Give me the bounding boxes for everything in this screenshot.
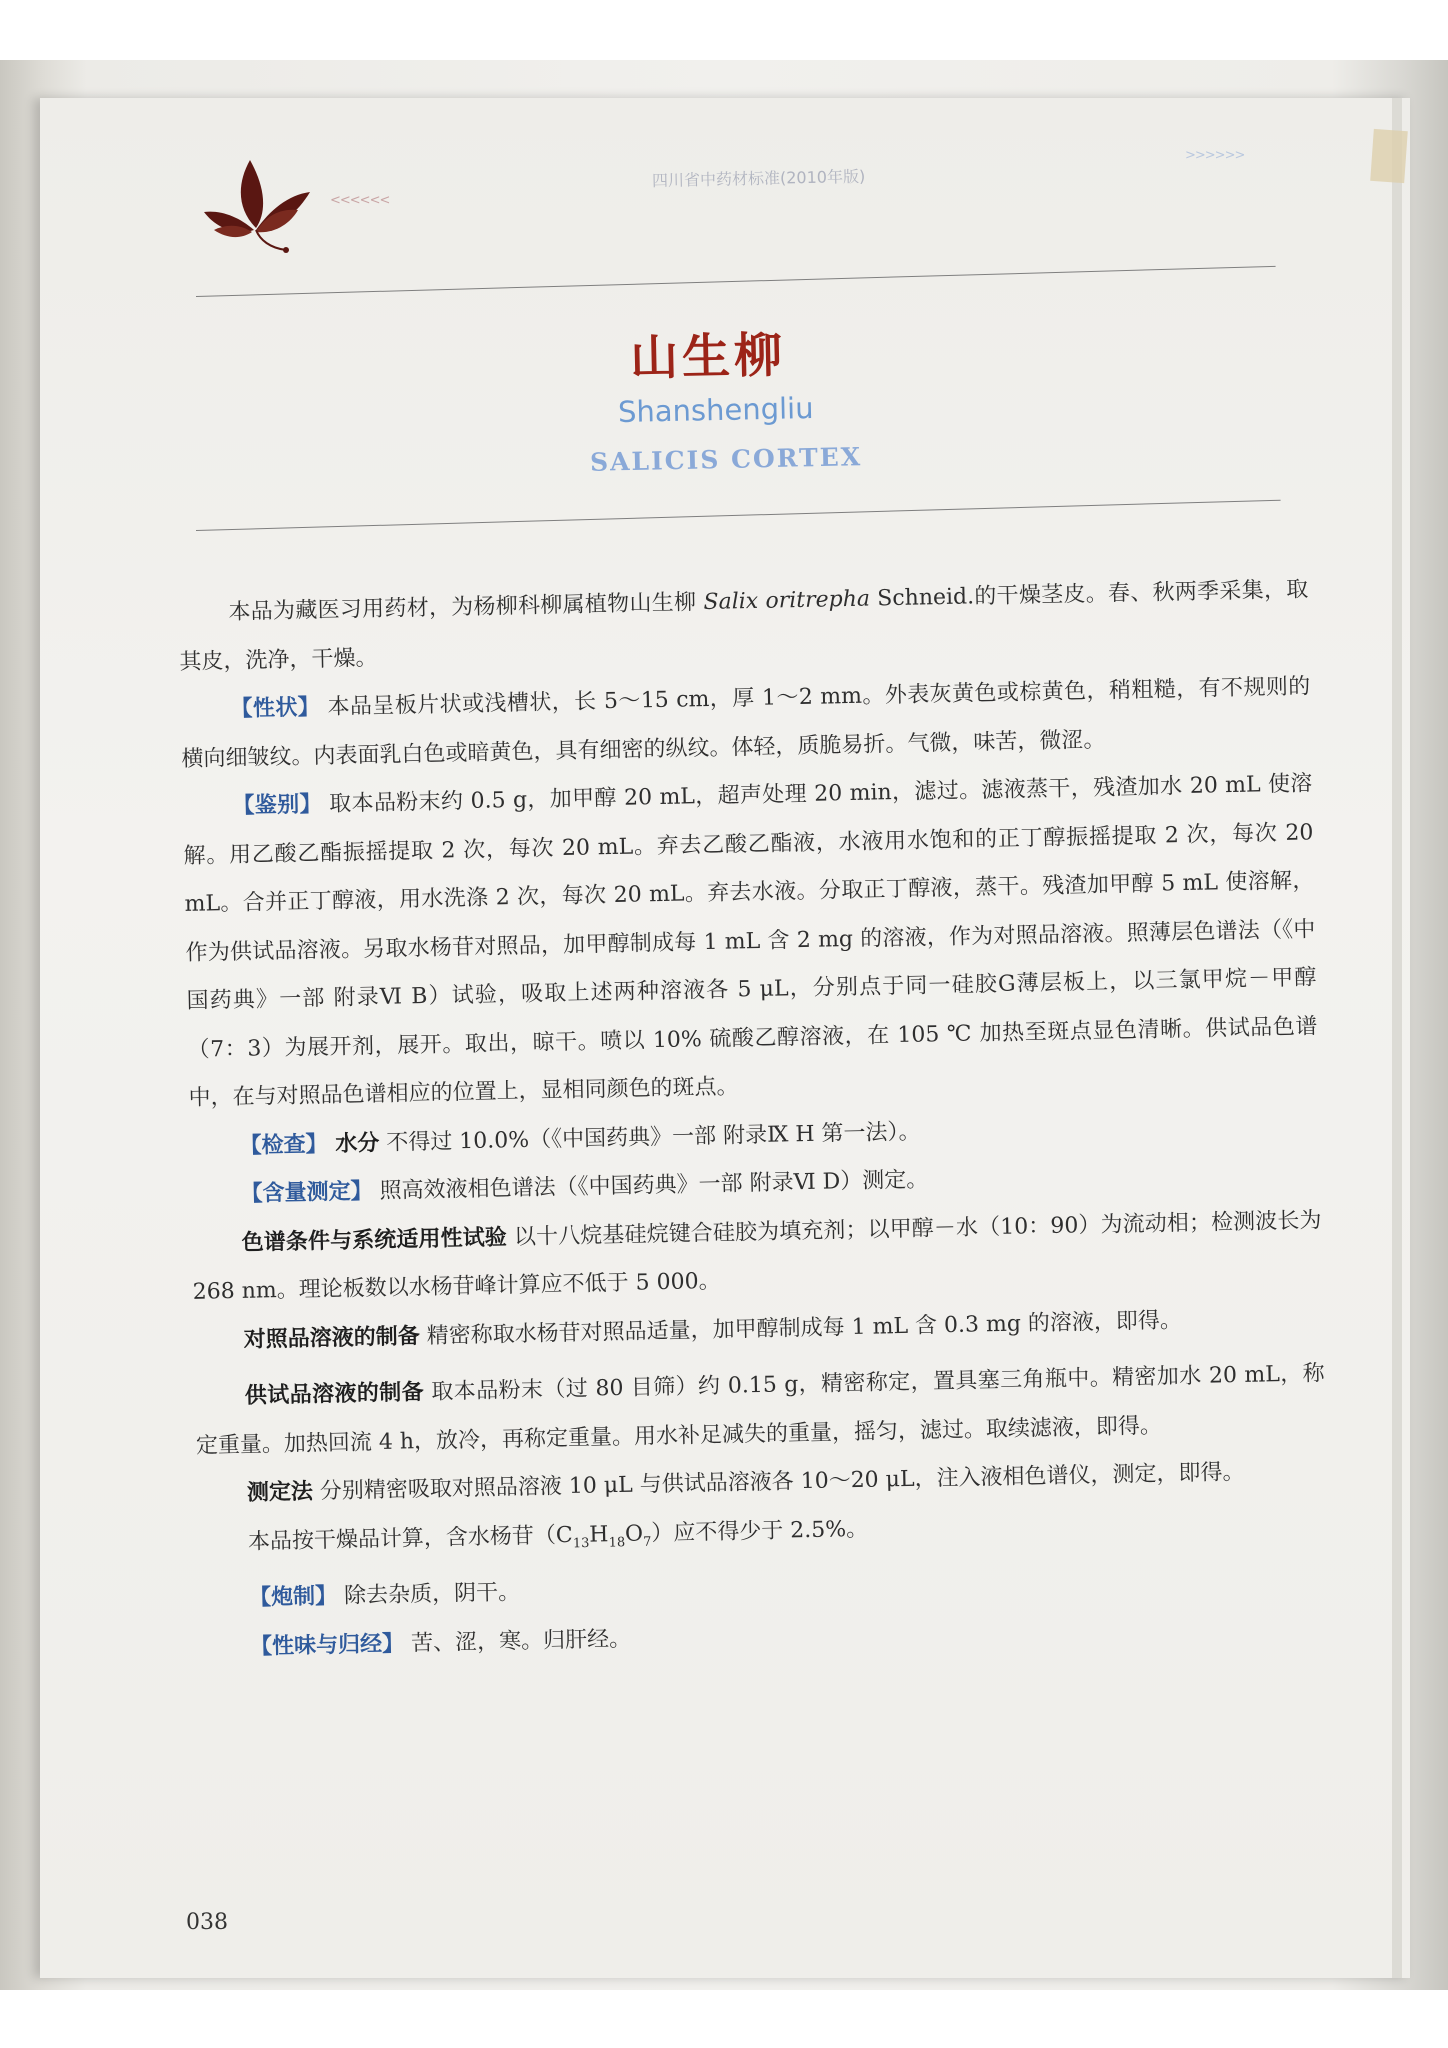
character-tag: 【性状】: [230, 695, 321, 722]
test-solution-text: 取本品粉末（过 80 目筛）约 0.15 g，精密称定，置具塞三角瓶中。精密加水 20 mL，称定重量。加热回流 4 h，放冷，再称定重量。用水补足减失的重量，摇匀，滤过。取续滤液，即得。: [195, 1361, 1325, 1459]
reference-solution-subheading: 对照品溶液的制备: [243, 1323, 420, 1353]
reference-solution-text: 精密称取水杨苷对照品适量，加甲醇制成每 1 mL 含 0.3 mg 的溶液，即得。: [419, 1307, 1183, 1349]
decorative-arrows-right: >>>>>>: [1185, 148, 1245, 163]
identification-text: 取本品粉末约 0.5 g，加甲醇 20 mL，超声处理 20 min，滤过。滤液蒸干，残渣加水 20 mL 使溶解。用乙酸乙酯振摇提取 2 次，每次 20 mL。弃去乙酸乙酯液，水液用水饱和的正丁醇振摇提取 2 次，每次 20 mL。合并正丁醇液，用水洗涤 2 次，每次 20 mL。弃去水液。分取正丁醇液，蒸干。残渣加甲醇 5 mL 使溶解，作为供试品溶液。另取水杨苷对照品，加甲醇制成每 1 mL 含 2 mg 的溶液，作为对照品溶液。照薄层色谱法（《中国药典》一部 附录Ⅵ B）试验，吸取上述两种溶液各 5 μL，分别点于同一硅胶G薄层板上，以三氯甲烷－甲醇（7：3）为展开剂，展开。取出，晾干。喷以 10% 硫酸乙醇溶液，在 105 ℃ 加热至斑点显色清晰。供试品色谱中，在与对照品色谱相应的位置上，显相同颜色的斑点。: [183, 771, 1318, 1111]
processing-tag: 【炮制】: [248, 1584, 338, 1612]
assay-text: 照高效液相色谱法（《中国药典》一部 附录Ⅵ D）测定。: [372, 1167, 929, 1205]
procedure-text: 分别精密吸取对照品溶液 10 μL 与供试品溶液各 10～20 μL，注入液相色谱仪，测定，即得。: [312, 1459, 1245, 1505]
intro-text-b: Schneid.的干燥茎皮。春、秋两季采集，取其皮，洗净，干燥。: [179, 577, 1309, 675]
page-number: 038: [186, 1910, 228, 1935]
species-name: Salix oritrepha: [703, 586, 871, 615]
monograph-title: 山生柳: [629, 327, 787, 387]
page-edge: [1392, 98, 1402, 1978]
content-text-d: ）应不得少于 2.5%。: [651, 1516, 869, 1546]
content-text-c: O: [624, 1520, 644, 1547]
moisture-subheading: 水分: [327, 1130, 380, 1157]
oxygen-count: 7: [643, 1534, 652, 1550]
carbon-count: 13: [572, 1535, 590, 1551]
identification-paragraph: [182, 760, 1319, 1123]
leaf-icon: [198, 150, 318, 260]
content-text-b: H: [589, 1521, 609, 1548]
nature-tag: 【性味与归经】: [249, 1631, 405, 1660]
monograph-pinyin: Shanshengliu: [617, 390, 814, 430]
intro-text-a: 本品为藏医习用药材，为杨柳科柳属植物山生柳: [228, 589, 704, 625]
tape-strip: [1370, 129, 1408, 183]
nature-text: 苦、涩，寒。归肝经。: [403, 1626, 632, 1657]
examination-text: 不得过 10.0%（《中国药典》一部 附录Ⅸ H 第一法）。: [379, 1119, 921, 1156]
character-text: 本品呈板片状或浅槽状，长 5～15 cm，厚 1～2 mm。外表灰黄色或棕黄色，稍粗糙，有不规则的横向细皱纹。内表面乳白色或暗黄色，具有细密的纵纹。体轻，质脆易折。气微，味苦，微涩。: [181, 674, 1311, 772]
content-text-a: 本品按干燥品计算，含水杨苷（C: [247, 1522, 573, 1555]
test-solution-subheading: 供试品溶液的制备: [244, 1380, 425, 1409]
chromatographic-subheading: 色谱条件与系统适用性试验: [241, 1224, 508, 1256]
monograph-latin-name: SALICIS CORTEX: [589, 442, 863, 477]
procedure-subheading: 测定法: [246, 1479, 314, 1506]
hydrogen-count: 18: [608, 1534, 626, 1551]
running-head: 四川省中药材标准(2010年版): [651, 166, 866, 191]
examination-tag: 【检查】: [239, 1131, 328, 1159]
monograph-body: [178, 566, 1330, 1673]
identification-tag: 【鉴别】: [232, 792, 323, 819]
processing-text: 除去杂质，阴干。: [336, 1580, 521, 1610]
assay-tag: 【含量测定】: [240, 1179, 373, 1207]
chromatographic-text: 以十八烷基硅烷键合硅胶为填充剂；以甲醇－水（10：90）为流动相；检测波长为 268 nm。理论板数以水杨苷峰计算应不低于 5 000。: [192, 1207, 1322, 1305]
decorative-arrows-left: <<<<<<: [330, 193, 390, 208]
